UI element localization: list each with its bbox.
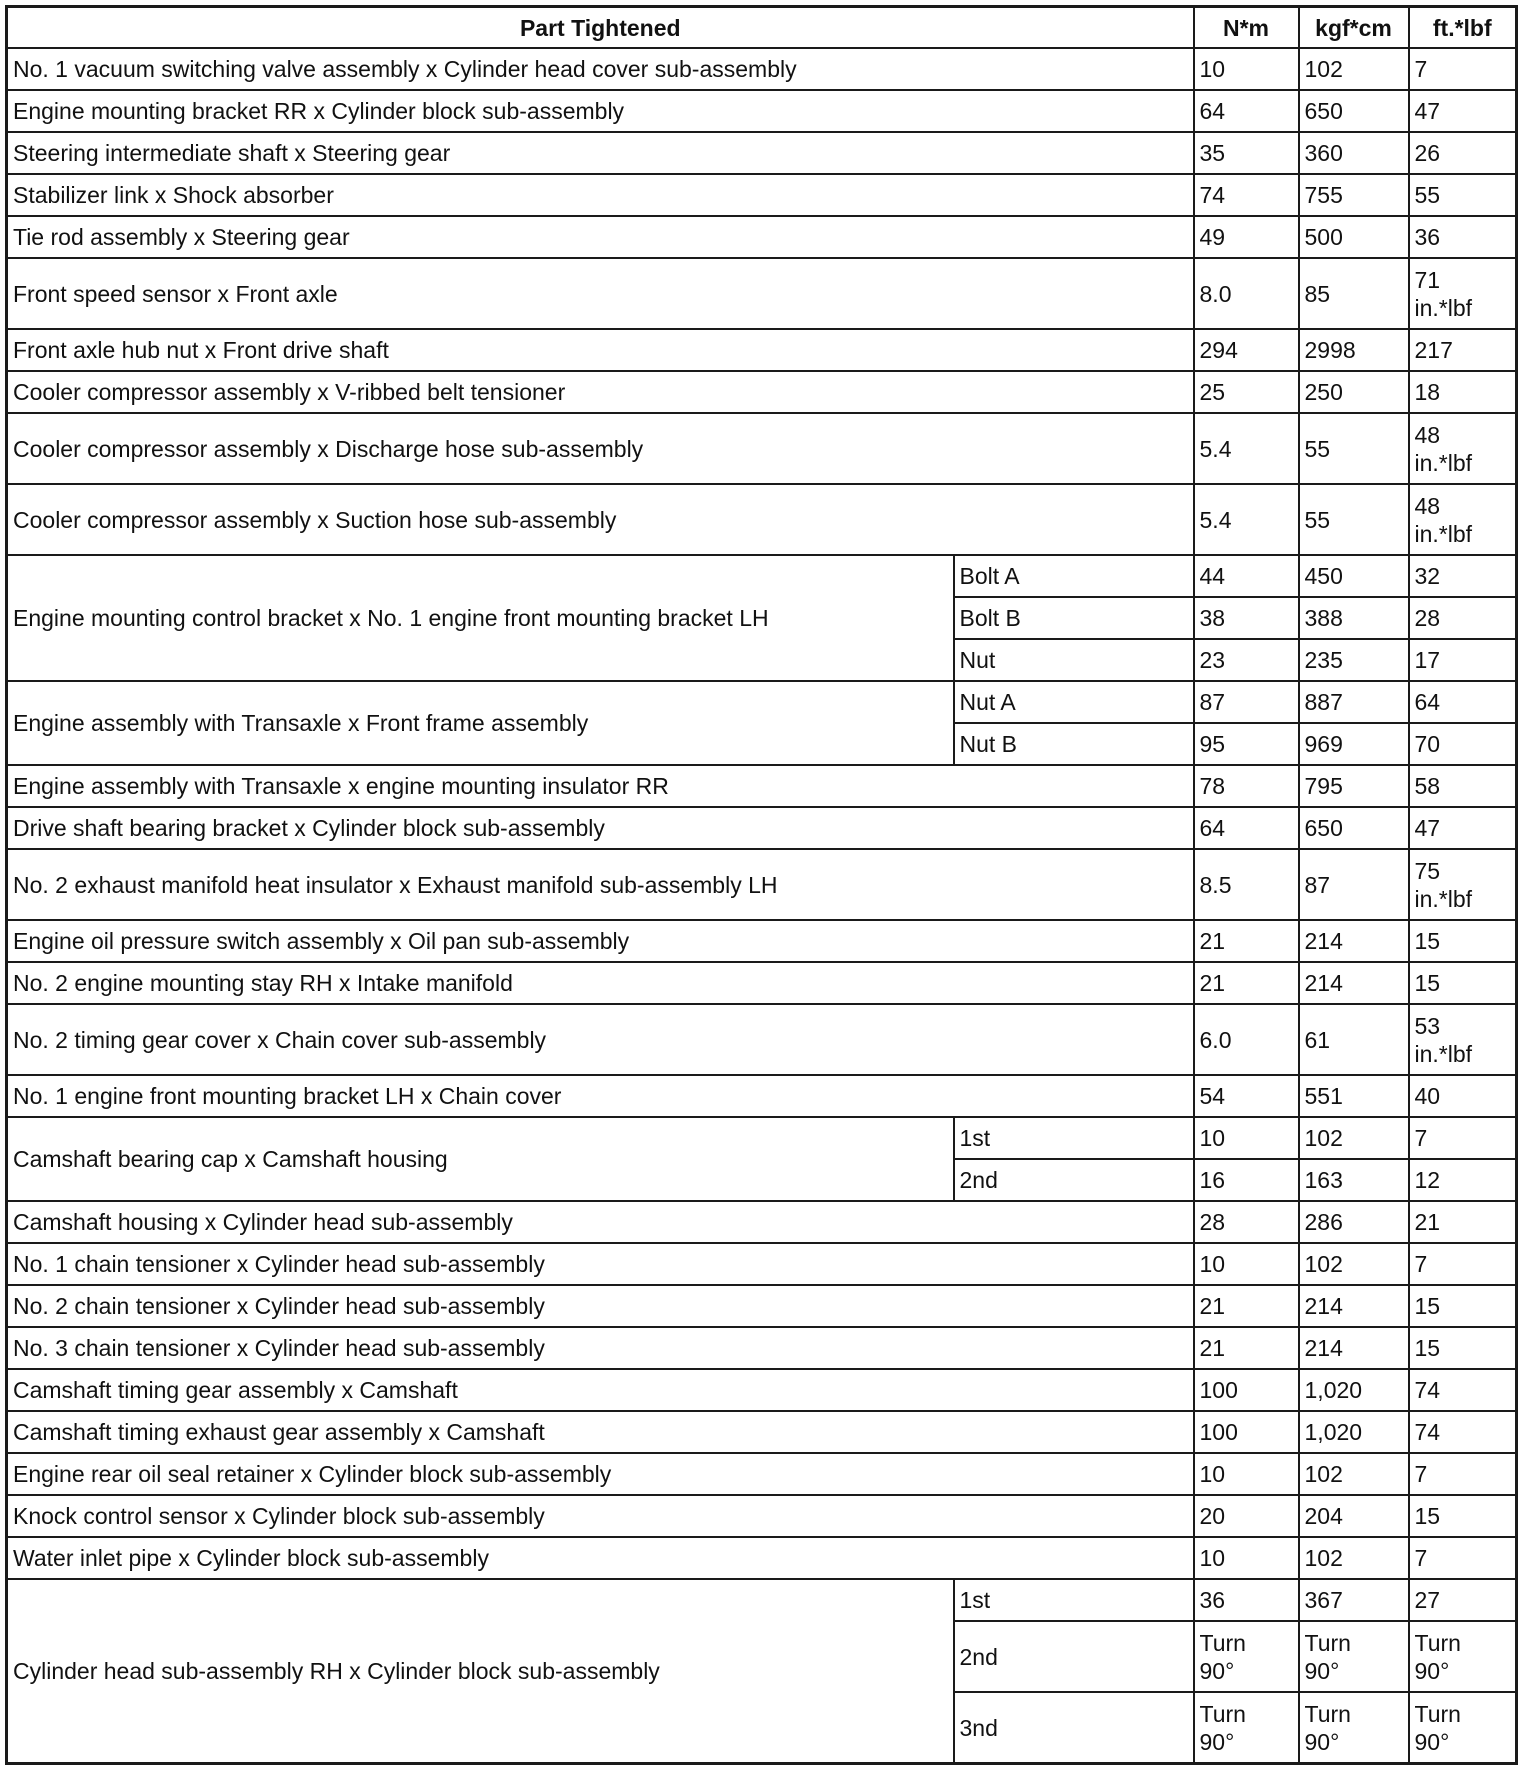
torque-nm-cell: 8.5 bbox=[1194, 849, 1299, 920]
step-label-cell: Nut A bbox=[954, 681, 1194, 723]
torque-ftlbf-cell: 48 in.*lbf bbox=[1409, 484, 1517, 555]
torque-kgfcm-cell: 61 bbox=[1299, 1004, 1409, 1075]
torque-ftlbf-cell: 64 bbox=[1409, 681, 1517, 723]
torque-kgfcm-cell: 214 bbox=[1299, 1285, 1409, 1327]
table-row bbox=[7, 555, 1517, 597]
part-name-cell: Engine mounting control bracket x No. 1 engine front mounting bracket LH bbox=[7, 555, 954, 681]
torque-kgfcm-cell: 650 bbox=[1299, 807, 1409, 849]
torque-ftlbf-cell: 47 bbox=[1409, 90, 1517, 132]
torque-nm-cell: 21 bbox=[1194, 962, 1299, 1004]
torque-ftlbf-cell: 70 bbox=[1409, 723, 1517, 765]
torque-kgfcm-cell: 55 bbox=[1299, 484, 1409, 555]
torque-nm-cell: 5.4 bbox=[1194, 413, 1299, 484]
table-body bbox=[7, 48, 1517, 1764]
step-label-cell: Bolt A bbox=[954, 555, 1194, 597]
torque-nm-cell: 100 bbox=[1194, 1411, 1299, 1453]
part-name-cell: Camshaft timing exhaust gear assembly x Camshaft bbox=[7, 1411, 1194, 1453]
part-name-cell: No. 2 engine mounting stay RH x Intake manifold bbox=[7, 962, 1194, 1004]
torque-nm-cell: 78 bbox=[1194, 765, 1299, 807]
step-label-cell: 2nd bbox=[954, 1159, 1194, 1201]
torque-kgfcm-cell: 214 bbox=[1299, 920, 1409, 962]
torque-kgfcm-cell: 795 bbox=[1299, 765, 1409, 807]
part-name-cell: Camshaft housing x Cylinder head sub-assembly bbox=[7, 1201, 1194, 1243]
part-name-cell: Engine assembly with Transaxle x engine mounting insulator RR bbox=[7, 765, 1194, 807]
torque-ftlbf-cell: 32 bbox=[1409, 555, 1517, 597]
torque-kgfcm-cell: 367 bbox=[1299, 1579, 1409, 1621]
torque-nm-cell: 74 bbox=[1194, 174, 1299, 216]
torque-nm-cell: 10 bbox=[1194, 1453, 1299, 1495]
torque-nm-cell: 64 bbox=[1194, 807, 1299, 849]
part-name-cell: Engine assembly with Transaxle x Front frame assembly bbox=[7, 681, 954, 765]
torque-nm-cell: 21 bbox=[1194, 1327, 1299, 1369]
torque-nm-cell: 35 bbox=[1194, 132, 1299, 174]
torque-kgfcm-cell: 286 bbox=[1299, 1201, 1409, 1243]
step-label-cell: 2nd bbox=[954, 1621, 1194, 1692]
part-name-cell: Camshaft timing gear assembly x Camshaft bbox=[7, 1369, 1194, 1411]
torque-ftlbf-cell: 36 bbox=[1409, 216, 1517, 258]
torque-kgfcm-cell: Turn 90° bbox=[1299, 1621, 1409, 1692]
step-label-cell: 1st bbox=[954, 1579, 1194, 1621]
torque-kgfcm-cell: 1,020 bbox=[1299, 1369, 1409, 1411]
table-row bbox=[7, 1411, 1517, 1453]
part-name-cell: No. 2 exhaust manifold heat insulator x Exhaust manifold sub-assembly LH bbox=[7, 849, 1194, 920]
table-row bbox=[7, 1453, 1517, 1495]
torque-ftlbf-cell: 15 bbox=[1409, 1327, 1517, 1369]
table-row bbox=[7, 1004, 1517, 1075]
table-row bbox=[7, 48, 1517, 90]
part-name-cell: No. 2 timing gear cover x Chain cover sub-assembly bbox=[7, 1004, 1194, 1075]
torque-kgfcm-cell: 500 bbox=[1299, 216, 1409, 258]
torque-ftlbf-cell: 12 bbox=[1409, 1159, 1517, 1201]
torque-ftlbf-cell: 71 in.*lbf bbox=[1409, 258, 1517, 329]
torque-kgfcm-cell: 85 bbox=[1299, 258, 1409, 329]
torque-nm-cell: 36 bbox=[1194, 1579, 1299, 1621]
torque-nm-cell: 21 bbox=[1194, 920, 1299, 962]
table-row bbox=[7, 1495, 1517, 1537]
torque-ftlbf-cell: 58 bbox=[1409, 765, 1517, 807]
header-ftlbf: ft.*lbf bbox=[1409, 7, 1517, 49]
torque-ftlbf-cell: 7 bbox=[1409, 48, 1517, 90]
torque-ftlbf-cell: 7 bbox=[1409, 1537, 1517, 1579]
header-kgfcm: kgf*cm bbox=[1299, 7, 1409, 49]
torque-nm-cell: 49 bbox=[1194, 216, 1299, 258]
torque-ftlbf-cell: 48 in.*lbf bbox=[1409, 413, 1517, 484]
table-row bbox=[7, 90, 1517, 132]
torque-ftlbf-cell: 27 bbox=[1409, 1579, 1517, 1621]
part-name-cell: Water inlet pipe x Cylinder block sub-assembly bbox=[7, 1537, 1194, 1579]
torque-ftlbf-cell: 74 bbox=[1409, 1369, 1517, 1411]
torque-kgfcm-cell: 887 bbox=[1299, 681, 1409, 723]
torque-kgfcm-cell: 214 bbox=[1299, 1327, 1409, 1369]
torque-nm-cell: 21 bbox=[1194, 1285, 1299, 1327]
torque-kgfcm-cell: 102 bbox=[1299, 1453, 1409, 1495]
part-name-cell: Tie rod assembly x Steering gear bbox=[7, 216, 1194, 258]
torque-ftlbf-cell: 15 bbox=[1409, 1285, 1517, 1327]
torque-nm-cell: Turn 90° bbox=[1194, 1621, 1299, 1692]
table-row bbox=[7, 371, 1517, 413]
header-row bbox=[7, 7, 1517, 49]
table-row bbox=[7, 1201, 1517, 1243]
table-row bbox=[7, 174, 1517, 216]
torque-kgfcm-cell: 1,020 bbox=[1299, 1411, 1409, 1453]
part-name-cell: Stabilizer link x Shock absorber bbox=[7, 174, 1194, 216]
table-row bbox=[7, 1243, 1517, 1285]
torque-nm-cell: 10 bbox=[1194, 1537, 1299, 1579]
torque-nm-cell: 64 bbox=[1194, 90, 1299, 132]
torque-table bbox=[5, 5, 1518, 1765]
torque-nm-cell: 20 bbox=[1194, 1495, 1299, 1537]
torque-nm-cell: 10 bbox=[1194, 1117, 1299, 1159]
torque-ftlbf-cell: Turn 90° bbox=[1409, 1621, 1517, 1692]
table-row bbox=[7, 962, 1517, 1004]
torque-ftlbf-cell: 7 bbox=[1409, 1117, 1517, 1159]
torque-ftlbf-cell: 53 in.*lbf bbox=[1409, 1004, 1517, 1075]
torque-kgfcm-cell: 235 bbox=[1299, 639, 1409, 681]
table-row bbox=[7, 1285, 1517, 1327]
part-name-cell: Engine oil pressure switch assembly x Oil pan sub-assembly bbox=[7, 920, 1194, 962]
torque-ftlbf-cell: Turn 90° bbox=[1409, 1692, 1517, 1764]
torque-nm-cell: 100 bbox=[1194, 1369, 1299, 1411]
torque-spec-sheet bbox=[5, 5, 1515, 1785]
torque-ftlbf-cell: 17 bbox=[1409, 639, 1517, 681]
part-name-cell: Cooler compressor assembly x V-ribbed belt tensioner bbox=[7, 371, 1194, 413]
torque-kgfcm-cell: 102 bbox=[1299, 1117, 1409, 1159]
table-row bbox=[7, 329, 1517, 371]
part-name-cell: Front speed sensor x Front axle bbox=[7, 258, 1194, 329]
torque-ftlbf-cell: 15 bbox=[1409, 1495, 1517, 1537]
table-row bbox=[7, 920, 1517, 962]
part-name-cell: Engine rear oil seal retainer x Cylinder block sub-assembly bbox=[7, 1453, 1194, 1495]
torque-ftlbf-cell: 15 bbox=[1409, 962, 1517, 1004]
torque-kgfcm-cell: 87 bbox=[1299, 849, 1409, 920]
torque-kgfcm-cell: Turn 90° bbox=[1299, 1692, 1409, 1764]
table-row bbox=[7, 484, 1517, 555]
table-row bbox=[7, 258, 1517, 329]
torque-kgfcm-cell: 55 bbox=[1299, 413, 1409, 484]
table-row bbox=[7, 1579, 1517, 1621]
part-name-cell: Steering intermediate shaft x Steering gear bbox=[7, 132, 1194, 174]
torque-nm-cell: 23 bbox=[1194, 639, 1299, 681]
torque-kgfcm-cell: 204 bbox=[1299, 1495, 1409, 1537]
table-row bbox=[7, 1117, 1517, 1159]
torque-nm-cell: 38 bbox=[1194, 597, 1299, 639]
step-label-cell: Nut B bbox=[954, 723, 1194, 765]
torque-ftlbf-cell: 40 bbox=[1409, 1075, 1517, 1117]
torque-ftlbf-cell: 47 bbox=[1409, 807, 1517, 849]
torque-ftlbf-cell: 75 in.*lbf bbox=[1409, 849, 1517, 920]
torque-nm-cell: 25 bbox=[1194, 371, 1299, 413]
step-label-cell: 1st bbox=[954, 1117, 1194, 1159]
table-row bbox=[7, 1075, 1517, 1117]
torque-ftlbf-cell: 7 bbox=[1409, 1243, 1517, 1285]
part-name-cell: No. 1 chain tensioner x Cylinder head sub-assembly bbox=[7, 1243, 1194, 1285]
torque-kgfcm-cell: 214 bbox=[1299, 962, 1409, 1004]
torque-nm-cell: 5.4 bbox=[1194, 484, 1299, 555]
table-row bbox=[7, 413, 1517, 484]
torque-kgfcm-cell: 969 bbox=[1299, 723, 1409, 765]
torque-ftlbf-cell: 15 bbox=[1409, 920, 1517, 962]
torque-nm-cell: 10 bbox=[1194, 48, 1299, 90]
table-row bbox=[7, 216, 1517, 258]
table-row bbox=[7, 132, 1517, 174]
step-label-cell: Bolt B bbox=[954, 597, 1194, 639]
part-name-cell: Engine mounting bracket RR x Cylinder block sub-assembly bbox=[7, 90, 1194, 132]
torque-kgfcm-cell: 163 bbox=[1299, 1159, 1409, 1201]
torque-kgfcm-cell: 551 bbox=[1299, 1075, 1409, 1117]
torque-nm-cell: 8.0 bbox=[1194, 258, 1299, 329]
torque-nm-cell: 10 bbox=[1194, 1243, 1299, 1285]
step-label-cell: 3nd bbox=[954, 1692, 1194, 1764]
torque-ftlbf-cell: 7 bbox=[1409, 1453, 1517, 1495]
torque-ftlbf-cell: 26 bbox=[1409, 132, 1517, 174]
part-name-cell: Front axle hub nut x Front drive shaft bbox=[7, 329, 1194, 371]
torque-nm-cell: 95 bbox=[1194, 723, 1299, 765]
header-nm: N*m bbox=[1194, 7, 1299, 49]
torque-nm-cell: 44 bbox=[1194, 555, 1299, 597]
torque-kgfcm-cell: 650 bbox=[1299, 90, 1409, 132]
torque-nm-cell: Turn 90° bbox=[1194, 1692, 1299, 1764]
table-row bbox=[7, 765, 1517, 807]
torque-kgfcm-cell: 2998 bbox=[1299, 329, 1409, 371]
torque-kgfcm-cell: 102 bbox=[1299, 1243, 1409, 1285]
torque-kgfcm-cell: 755 bbox=[1299, 174, 1409, 216]
torque-nm-cell: 87 bbox=[1194, 681, 1299, 723]
part-name-cell: Cooler compressor assembly x Suction hose sub-assembly bbox=[7, 484, 1194, 555]
part-name-cell: Drive shaft bearing bracket x Cylinder block sub-assembly bbox=[7, 807, 1194, 849]
header-part-tightened: Part Tightened bbox=[7, 7, 1194, 49]
table-row bbox=[7, 681, 1517, 723]
torque-ftlbf-cell: 28 bbox=[1409, 597, 1517, 639]
table-row bbox=[7, 1537, 1517, 1579]
part-name-cell: Cooler compressor assembly x Discharge hose sub-assembly bbox=[7, 413, 1194, 484]
table-row bbox=[7, 849, 1517, 920]
torque-ftlbf-cell: 21 bbox=[1409, 1201, 1517, 1243]
torque-kgfcm-cell: 102 bbox=[1299, 48, 1409, 90]
torque-kgfcm-cell: 102 bbox=[1299, 1537, 1409, 1579]
torque-nm-cell: 6.0 bbox=[1194, 1004, 1299, 1075]
torque-kgfcm-cell: 450 bbox=[1299, 555, 1409, 597]
table-row bbox=[7, 807, 1517, 849]
torque-nm-cell: 16 bbox=[1194, 1159, 1299, 1201]
table-row bbox=[7, 1327, 1517, 1369]
torque-ftlbf-cell: 74 bbox=[1409, 1411, 1517, 1453]
part-name-cell: No. 3 chain tensioner x Cylinder head sub-assembly bbox=[7, 1327, 1194, 1369]
step-label-cell: Nut bbox=[954, 639, 1194, 681]
part-name-cell: No. 2 chain tensioner x Cylinder head sub-assembly bbox=[7, 1285, 1194, 1327]
torque-ftlbf-cell: 18 bbox=[1409, 371, 1517, 413]
part-name-cell: Knock control sensor x Cylinder block sub-assembly bbox=[7, 1495, 1194, 1537]
torque-nm-cell: 54 bbox=[1194, 1075, 1299, 1117]
part-name-cell: Camshaft bearing cap x Camshaft housing bbox=[7, 1117, 954, 1201]
part-name-cell: No. 1 vacuum switching valve assembly x Cylinder head cover sub-assembly bbox=[7, 48, 1194, 90]
torque-kgfcm-cell: 388 bbox=[1299, 597, 1409, 639]
part-name-cell: No. 1 engine front mounting bracket LH x Chain cover bbox=[7, 1075, 1194, 1117]
torque-ftlbf-cell: 55 bbox=[1409, 174, 1517, 216]
torque-nm-cell: 28 bbox=[1194, 1201, 1299, 1243]
torque-kgfcm-cell: 360 bbox=[1299, 132, 1409, 174]
torque-nm-cell: 294 bbox=[1194, 329, 1299, 371]
part-name-cell: Cylinder head sub-assembly RH x Cylinder block sub-assembly bbox=[7, 1579, 954, 1764]
table-row bbox=[7, 1369, 1517, 1411]
torque-kgfcm-cell: 250 bbox=[1299, 371, 1409, 413]
torque-ftlbf-cell: 217 bbox=[1409, 329, 1517, 371]
